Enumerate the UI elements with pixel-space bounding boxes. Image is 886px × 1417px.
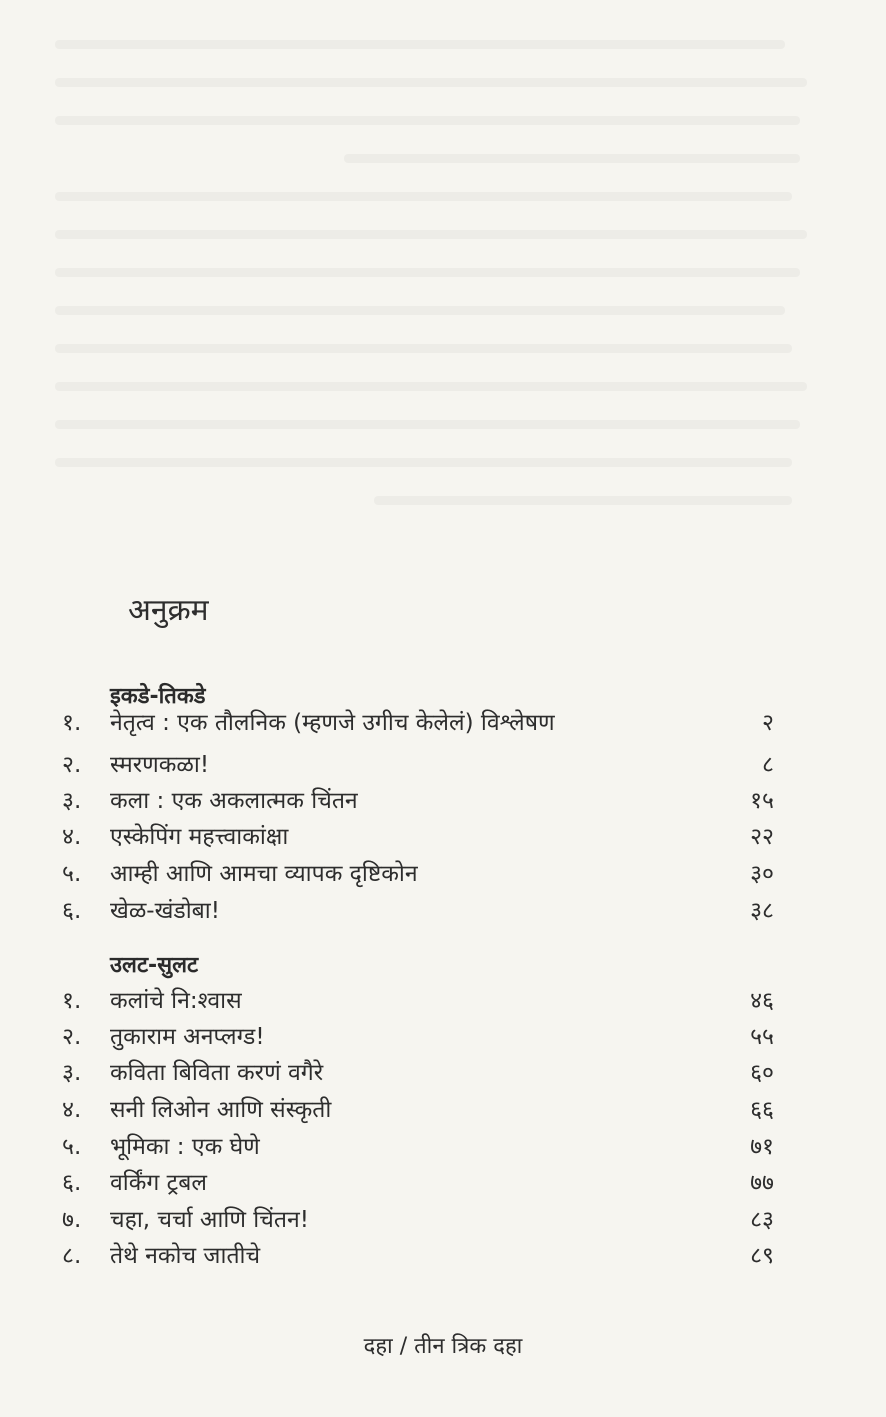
- toc-entry: [62, 1236, 774, 1272]
- entry-page: २२: [750, 824, 774, 850]
- toc-entry: [62, 781, 774, 817]
- entry-page: ४६: [750, 988, 774, 1014]
- show-through-text: [55, 40, 815, 580]
- entry-title: एस्केपिंग महत्त्वाकांक्षा: [110, 824, 289, 850]
- entry-title: खेळ-खंडोबा!: [110, 898, 220, 924]
- entry-title: स्मरणकळा!: [110, 752, 210, 778]
- toc-entry: [62, 1053, 774, 1089]
- page-footer: दहा / तीन त्रिक दहा: [363, 1334, 523, 1359]
- entry-page: १५: [750, 788, 774, 814]
- toc-entry: [62, 1090, 774, 1126]
- entry-page: ८३: [750, 1207, 774, 1233]
- entry-page: ८९: [750, 1243, 774, 1269]
- entry-number: ३.: [62, 788, 82, 814]
- entry-title: तेथे नकोच जातीचे: [110, 1243, 261, 1269]
- entry-number: ७.: [62, 1207, 82, 1233]
- entry-page: ६६: [750, 1097, 774, 1123]
- entry-title: कविता बिविता करणं वगैरे: [110, 1060, 324, 1086]
- entry-number: २.: [62, 1024, 82, 1050]
- entry-page: ७१: [750, 1134, 774, 1160]
- entry-title: कलांचे नि:श्वास: [110, 988, 242, 1014]
- toc-heading: अनुक्रम: [128, 593, 209, 628]
- toc-entry: [62, 703, 774, 739]
- entry-page: ७७: [750, 1170, 774, 1196]
- toc-entry: [62, 1163, 774, 1199]
- section-title-ikde-tikde: इकडे-तिकडे: [110, 684, 206, 709]
- entry-title: वर्किंग ट्रबल: [110, 1170, 207, 1196]
- entry-number: १.: [62, 988, 82, 1014]
- entry-title: चहा, चर्चा आणि चिंतन!: [110, 1207, 309, 1233]
- toc-entry: [62, 1127, 774, 1163]
- toc-entry: [62, 854, 774, 890]
- entry-number: ६.: [62, 1170, 82, 1196]
- toc-entry: [62, 817, 774, 853]
- entry-title: भूमिका : एक घेणे: [110, 1134, 260, 1160]
- entry-number: २.: [62, 752, 82, 778]
- entry-title: कला : एक अकलात्मक चिंतन: [110, 788, 358, 814]
- entry-number: १.: [62, 710, 82, 736]
- entry-page: ८: [762, 752, 774, 778]
- entry-page: २: [762, 710, 774, 736]
- entry-title: आम्ही आणि आमचा व्यापक दृष्टिकोन: [110, 861, 418, 887]
- entry-page: ५५: [750, 1024, 774, 1050]
- toc-entry: [62, 981, 774, 1017]
- entry-number: ८.: [62, 1243, 82, 1269]
- toc-entry: [62, 745, 774, 781]
- entry-page: ३०: [750, 861, 774, 887]
- entry-title: तुकाराम अनप्लग्ड!: [110, 1024, 265, 1050]
- entry-title: नेतृत्व : एक तौलनिक (म्हणजे उगीच केलेलं) विश्लेषण: [110, 710, 555, 736]
- entry-number: ५.: [62, 861, 82, 887]
- section-title-ulat-sulat: उलट-सुलट: [110, 953, 199, 978]
- entry-page: ३८: [750, 898, 774, 924]
- toc-entry: [62, 1200, 774, 1236]
- entry-number: ३.: [62, 1060, 82, 1086]
- toc-entry: [62, 891, 774, 927]
- entry-title: सनी लिओन आणि संस्कृती: [110, 1097, 332, 1123]
- toc-entry: [62, 1017, 774, 1053]
- entry-number: ४.: [62, 1097, 82, 1123]
- entry-number: ५.: [62, 1134, 82, 1160]
- entry-number: ४.: [62, 824, 82, 850]
- entry-number: ६.: [62, 898, 82, 924]
- entry-page: ६०: [750, 1060, 774, 1086]
